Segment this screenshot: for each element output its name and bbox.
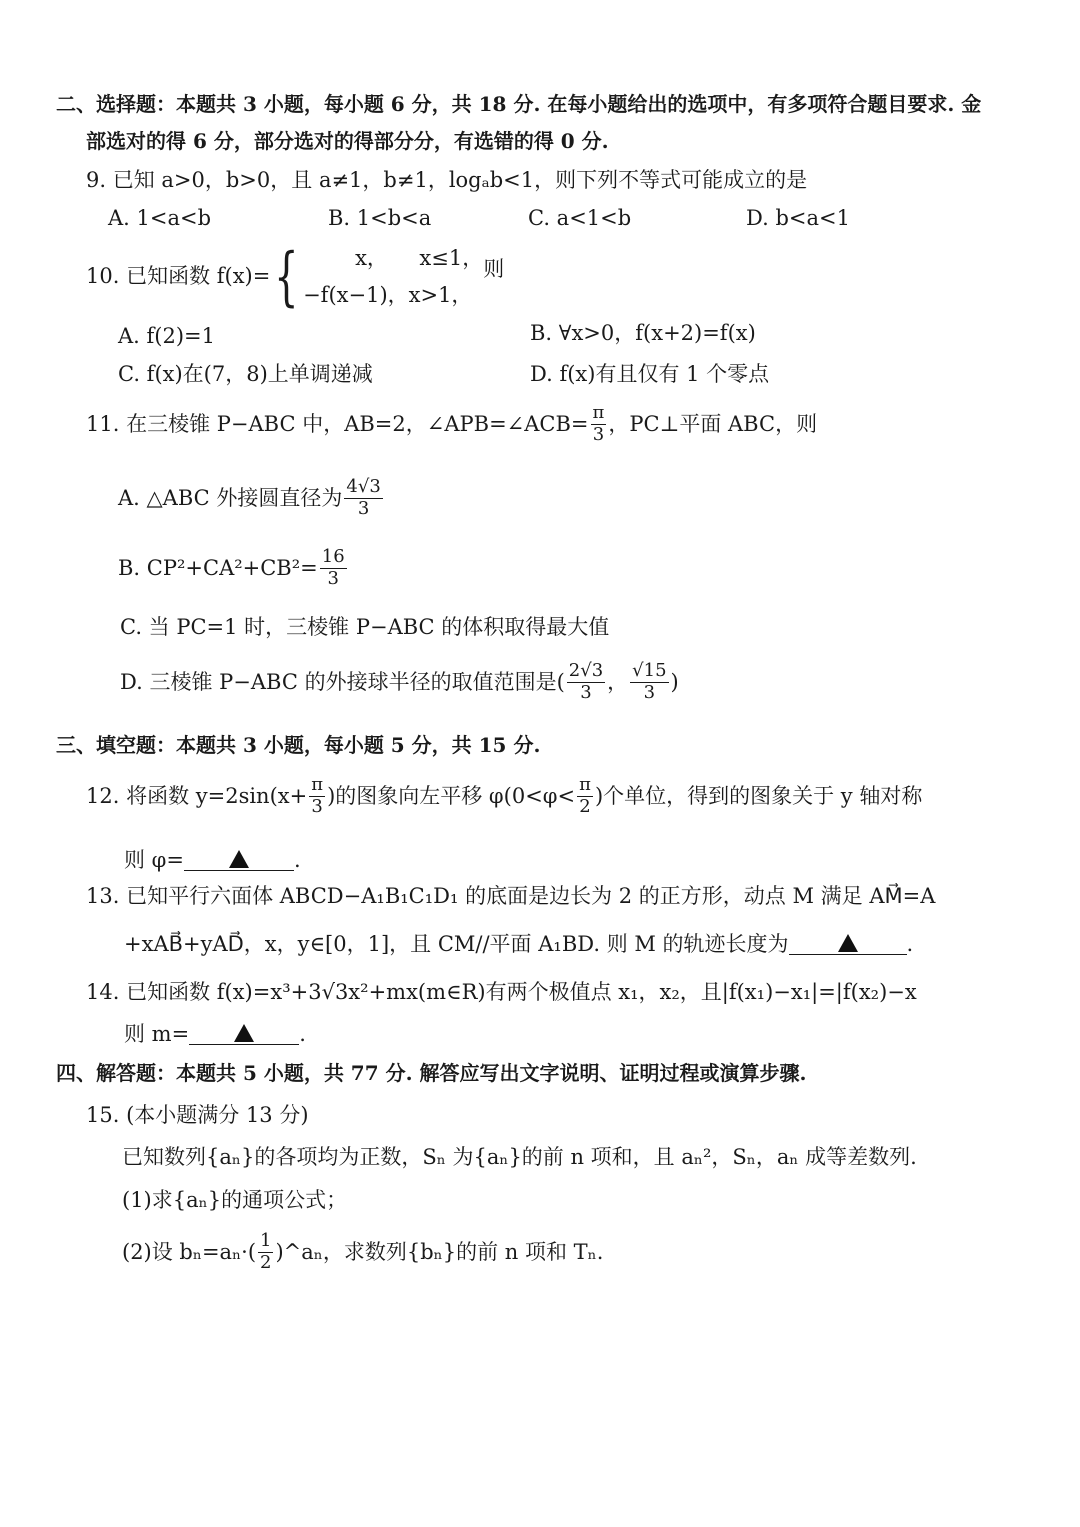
q11-stem-a: 11. 在三棱锥 P−ABC 中，AB=2，∠APB=∠ACB= <box>86 411 589 436</box>
q12-f1-num: π <box>311 774 324 795</box>
q12-fraction1 <box>309 776 325 817</box>
q12-fraction2 <box>577 776 593 817</box>
q11-option-c: C. 当 PC=1 时，三棱锥 P−ABC 的体积取得最大值 <box>120 615 610 639</box>
q10-cases <box>303 240 483 314</box>
q14-line2 <box>124 1020 306 1045</box>
q10-option-c: C. f(x)在(7，8)上单调递减 <box>118 362 373 386</box>
q9-option-d: D. b<a<1 <box>746 206 850 230</box>
q10-option-a: A. f(2)=1 <box>118 324 215 348</box>
q14-line1: 14. 已知函数 f(x)=x³+3√3x²+mx(m∈R)有两个极值点 x₁，x₂，且|f(x₁)−x₁|=|f(x₂)−x <box>86 980 917 1004</box>
q13-end: . <box>906 932 914 956</box>
q14-answer-label: 则 m= <box>124 1022 190 1046</box>
q11-angle-den: 3 <box>592 423 605 445</box>
q12-f2-num: π <box>579 774 591 795</box>
q11-b-den: 3 <box>327 567 339 589</box>
q12-f1-den: 3 <box>311 795 323 817</box>
q15-fraction <box>258 1232 273 1273</box>
q11-option-a-fraction <box>344 478 382 519</box>
section2-title-line1: 二、选择题：本题共 3 小题，每小题 6 分，共 18 分. 在每小题给出的选项中，有多项符合题目要求. 金 <box>56 92 982 116</box>
q10-case2: −f(x−1)，x>1， <box>303 282 473 307</box>
q10-stem <box>86 240 504 314</box>
q9-option-b: B. 1<b<a <box>328 206 432 230</box>
section4-title: 四、解答题：本题共 5 小题，共 77 分. 解答应写出文字说明、证明过程或演算步骤. <box>56 1061 807 1085</box>
triangle-icon <box>229 850 249 868</box>
q11-option-a <box>118 478 385 519</box>
q9-option-a: A. 1<a<b <box>108 206 212 230</box>
q10-brace: { <box>274 239 299 314</box>
q14-end: . <box>299 1022 306 1046</box>
q11-d-num2: √15 <box>632 660 667 681</box>
q11-stem-b: ，PC⊥平面 ABC，则 <box>608 411 818 436</box>
triangle-icon <box>838 934 858 952</box>
q13-line2 <box>124 930 913 955</box>
q11-d-close: ) <box>670 669 679 694</box>
q12-part-b: )的图象向左平移 φ(0<φ< <box>327 783 576 808</box>
q15-f-den: 2 <box>260 1251 272 1273</box>
q15-part1: (1)求{aₙ}的通项公式； <box>122 1188 348 1212</box>
q13-answer-blank[interactable] <box>789 930 907 955</box>
triangle-icon <box>234 1024 254 1042</box>
q12-f2-den: 2 <box>579 795 591 817</box>
q11-option-d <box>120 662 679 703</box>
q15-part2-b: )^aₙ，求数列{bₙ}的前 n 项和 Tₙ. <box>275 1239 604 1264</box>
q11-b-num: 16 <box>321 546 345 567</box>
q11-d-den1: 3 <box>580 681 592 703</box>
q13-line1: 13. 已知平行六面体 ABCD−A₁B₁C₁D₁ 的底面是边长为 2 的正方形，动点 M 满足 AM⃗=A <box>86 884 936 908</box>
q12-answer-blank[interactable] <box>184 846 294 871</box>
q11-d-num1: 2√3 <box>568 660 604 681</box>
q11-option-d-fraction1 <box>567 662 605 703</box>
q12-part-c: )个单位，得到的图象关于 y 轴对称 <box>594 783 923 808</box>
q12-line2 <box>124 846 301 871</box>
q11-option-d-fraction2 <box>630 662 668 703</box>
q11-angle-fraction <box>591 404 607 445</box>
q11-a-den: 3 <box>357 497 370 519</box>
q11-d-comma: ， <box>607 669 629 694</box>
q11-stem <box>86 404 817 445</box>
q10-suffix: 则 <box>483 257 505 282</box>
q10-option-b: B. ∀x>0，f(x+2)=f(x) <box>530 321 756 345</box>
q11-option-b <box>118 548 349 589</box>
q15-head: 15. (本小题满分 13 分) <box>86 1103 309 1127</box>
q9-option-c: C. a<1<b <box>528 206 632 230</box>
q11-option-b-text: B. CP²+CA²+CB²= <box>118 555 318 580</box>
q12-part-a: 12. 将函数 y=2sin(x+ <box>86 783 308 808</box>
q11-option-b-fraction <box>320 548 347 589</box>
q11-angle-num: π <box>592 402 605 423</box>
q11-a-num: 4√3 <box>346 476 381 497</box>
section2-title-line2: 部选对的得 6 分，部分选对的得部分分，有选错的得 0 分. <box>86 129 609 153</box>
q12-answer-label: 则 φ= <box>124 848 184 872</box>
q12-end: . <box>293 848 301 872</box>
q11-option-a-text: A. △ABC 外接圆直径为 <box>118 485 343 510</box>
q14-answer-blank[interactable] <box>189 1020 299 1045</box>
q12-line1 <box>86 776 922 817</box>
q10-case1: x， x≤1， <box>355 246 484 270</box>
q13-line2-text: +xAB⃗+yAD⃗，x，y∈[0，1]，且 CM//平面 A₁BD. 则 M 的轨迹长度为 <box>124 932 789 956</box>
section3-title: 三、填空题：本题共 3 小题，每小题 5 分，共 15 分. <box>56 733 541 757</box>
q15-part2-a: (2)设 bₙ=aₙ·( <box>122 1239 257 1264</box>
q11-d-den2: 3 <box>643 681 656 703</box>
q15-f-num: 1 <box>260 1230 272 1251</box>
q10-prefix: 10. 已知函数 f(x)= <box>86 264 271 289</box>
q11-option-d-text: D. 三棱锥 P−ABC 的外接球半径的取值范围是( <box>120 669 565 694</box>
q15-part2 <box>122 1232 603 1273</box>
q9-stem: 9. 已知 a>0，b>0，且 a≠1，b≠1，logₐb<1，则下列不等式可能成立的是 <box>86 168 808 192</box>
q10-option-d: D. f(x)有且仅有 1 个零点 <box>530 362 770 386</box>
q15-stem: 已知数列{aₙ}的各项均为正数，Sₙ 为{aₙ}的前 n 项和，且 aₙ²，Sₙ，aₙ 成等差数列. <box>122 1145 917 1169</box>
